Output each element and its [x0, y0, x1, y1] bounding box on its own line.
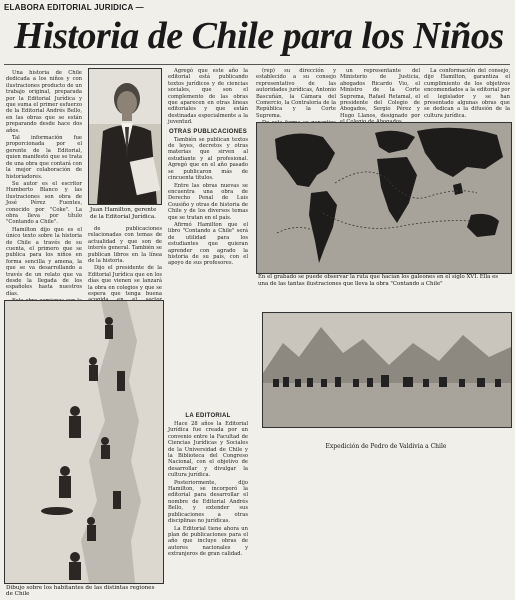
column-2: [88, 226, 162, 296]
map-caption: En el grabado se puede observar la ruta que hacían los galeones en el siglo XVI. Ella es una de las tantas ilustraciones que lleva la obra "Contando a Chile": [258, 274, 499, 287]
paragraph: de publicaciones relacionadas con temas de actualidad y que son de interés general. También se publican libros en la línea de la historia.: [88, 226, 162, 265]
column-3: [168, 68, 248, 398]
portrait-image: [89, 69, 161, 204]
paragraph: La Editorial tiene ahora un plan de publicaciones para el año que incluye obras de autores nacionales y extranjeros de gran calidad.: [168, 525, 248, 558]
section-heading-otras-publicaciones: OTRAS PUBLICACIONES: [168, 128, 248, 135]
world-map-illustration: [256, 122, 512, 274]
paragraph: Dijo el presidente de la Editorial Jurídica que en los días que vienen se lanzará la obra en colegios y que se espera que tenga buena: [88, 265, 162, 298]
kicker: ELABORA EDITORIAL JURIDICA —: [4, 3, 144, 12]
paragraph: Entre las obras nuevas se encuentra una obra de Derecho Penal de Luis Cousiño y otras de historia de Chile y de los diversos temas que se tratan en el país.: [168, 182, 248, 221]
paragraph: La conformación del consejo, dijo Hamilton, garantiza el cumplimiento de los objetivos encomendados a la editorial por el legislador y se han presentado algunas obras que se dedican a la difusión de la cultura jurídica.: [424, 68, 510, 119]
world-map-image: [257, 123, 511, 273]
paragraph: Posteriormente, dijo Hamilton, se incorporó la editorial para desarrollar el nombre de Editorial Andrés Bello, y extender sus publicaciones a otras disciplinas no jurídicas.: [168, 479, 248, 525]
headline-rule: [4, 64, 510, 65]
paragraph: Tal información fue proporcionada por el gerente de la Editorial, quien manifestó que se trata de una obra que contará con la mejor colaboración de historiadores.: [6, 135, 82, 180]
paragraph: Agregó que este año la editorial está publicando textos jurídicos y de ciencias sociales, que son el complemento de las obras que aparecen en otras líneas editoriales y que están destinadas especialmente a la juventud.: [168, 68, 248, 126]
column-1: [6, 70, 82, 296]
paragraph: Su autor es el escritor Humberto Blanco y las ilustraciones son obra de José Pérez Fuentes, conocido por "Coke". La obra lleva por título "Contando a Chile".: [6, 180, 82, 226]
expedition-illustration: [262, 312, 512, 428]
paragraph: Afirmó Hamilton que el libro "Contando a Chile" será de utilidad para los estudiantes que quieran aprender con agrado la historia de su país, con el apoyo de sus profesores.: [168, 221, 248, 267]
portrait-caption: Juan Hamilton, gerente de la Editorial Jurídica.: [90, 207, 157, 220]
column-3-bottom: [168, 410, 248, 598]
paragraph: También se publican textos de leyes, decretos y otras materias que sirven al estudiante y al profesional. Agregó que en el año pasado se publicaron más de cincuenta títulos.: [168, 136, 248, 182]
paragraph: Hace 28 años la Editorial Jurídica fue creada por un convenio entre la Facultad de Ciencias Jurídicas y Sociales de la Universidad de Chile y la Biblioteca del Congreso Nacional, con el objetivo de desarrollar y divulgar la cultura jurídica.: [168, 421, 248, 479]
column-5: [340, 68, 420, 118]
regions-drawing-illustration: [4, 300, 164, 584]
column-4: [256, 68, 336, 118]
regions-drawing-caption: Dibujo sobre los habitantes de las distintas regiones de Chile: [6, 585, 155, 598]
regions-drawing-image: [5, 301, 163, 583]
paragraph: (rep) su dirección y establecido a su consejo representativo de las autoridades jurídicas, Antonio Bascuñán, la Cámara del Comercio, la Contraloría de la República y la Corte Suprema.: [256, 68, 336, 119]
paragraph: un representante del Ministerio de Justicia, abogados Ricardo Vio, el Ministro de la Corte Suprema, Rafael Retamal, el presidente del Colegio de Abogados, Sergio Pérez y Hugo Llanos, designado por: [340, 68, 420, 119]
expedition-image: [263, 313, 511, 427]
paragraph: Una historia de Chile dedicada a los niños y con ilustraciones producto de un trabajo original, preparada por la Editorial Jurídica y que suma el primer esfuerzo de la Editorial Andrés Bello, en las obras que se están preparando desde hace dos años.: [6, 70, 82, 134]
headline: Historia de Chile para los Niños: [14, 15, 504, 57]
portrait-photo: [88, 68, 162, 205]
column-6: [424, 68, 510, 118]
section-heading-la-editorial: LA EDITORIAL: [185, 413, 231, 419]
expedition-caption: Expedición de Pedro de Valdivia a Chile: [325, 443, 447, 450]
paragraph: Hamilton dijo que es el único texto sobre la historia de Chile a través de su cuenta, el primero que se publica para los niños en forma sencilla y amena, la que se va desarrollando a través de un relato que va desde la llegada de los españoles hasta nuestros días.: [6, 226, 82, 297]
